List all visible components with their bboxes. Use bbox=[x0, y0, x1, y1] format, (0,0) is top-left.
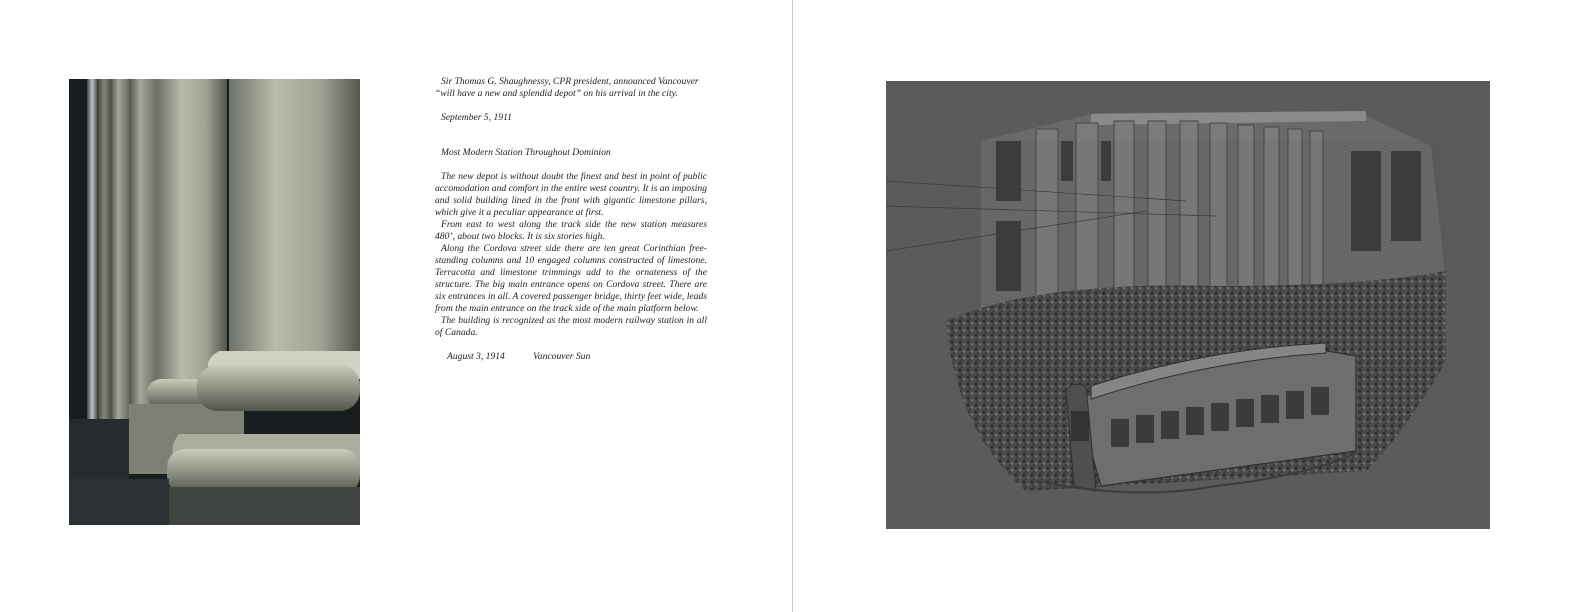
intro-quote bbox=[435, 76, 707, 100]
pencil-sketch-station-crowd-streetcar bbox=[886, 81, 1490, 529]
station-drawing-image bbox=[886, 81, 1490, 529]
paragraph-2: From east to west along the track side the new station measures 480’, about two blocks. It is six stories high. bbox=[435, 219, 707, 242]
source-name: Vancouver Sun bbox=[533, 351, 591, 362]
intro-quote-line-2: “will have a new and splendid depot” on his arrival in the city. bbox=[435, 88, 678, 99]
date-1914: August 3, 1914 bbox=[447, 351, 505, 362]
classical-columns-photo bbox=[69, 79, 360, 525]
article-text-column bbox=[435, 76, 707, 363]
page-gutter bbox=[792, 0, 793, 612]
paragraph-4: The building is recognized as the most modern railway station in all of Canada. bbox=[435, 315, 707, 338]
article-heading: Most Modern Station Throughout Dominion bbox=[441, 147, 611, 158]
paragraph-1: The new depot is without doubt the finest and best in point of public accomodation and comfort in the entire west country. It is an imposing and solid building lined in the front with gigantic limestone pillars, which give it a peculiar appearance at first. bbox=[435, 171, 707, 218]
source-line bbox=[435, 351, 707, 363]
intro-quote-line-1: Sir Thomas G. Shaughnessy, CPR president, announced Vancouver bbox=[441, 76, 699, 87]
date-1911: September 5, 1911 bbox=[441, 112, 512, 123]
columns-photo-image bbox=[69, 79, 360, 525]
paragraph-3: Along the Cordova street side there are ten great Corinthian free-standing columns and 10 engaged columns constructed of limestone. Terracotta and limestone trimmings add to the ornateness of the structure. The big main entrance opens on Cordova street. There are six entrances in all. A covered passenger bridge, thirty feet wide, leads from the main entrance on the track side of the main platform below. bbox=[435, 243, 707, 314]
